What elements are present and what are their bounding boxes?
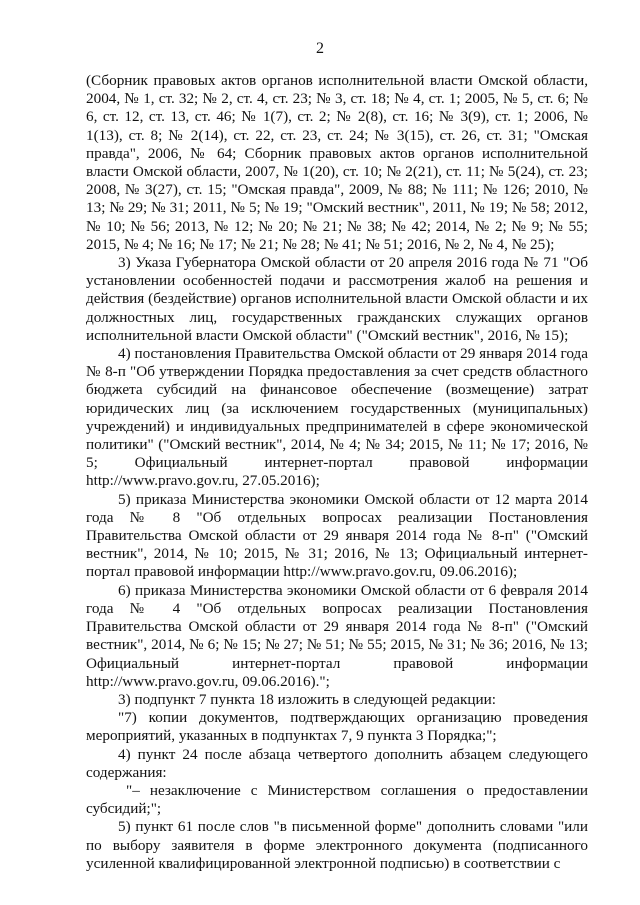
document-body xyxy=(86,72,588,873)
paragraph-item-4: 4) постановления Правительства Омской области от 29 января 2014 года № 8-п "Об утверждении Порядка предоставления за счет средств областного бюджета субсидий на финансовое обеспечение (возмещение) затрат юридических лиц (за исключением государственных (муниципальных) учреждений) и индивидуальных предпринимателей в сфере экономической политики" ("Омский вестник", 2014, № 4; № 34; 2015, № 11; № 17; 2016, № 5; Официальный интернет-портал правовой информации http://www.pravo.gov.ru, 27.05.2016); xyxy=(86,345,588,490)
paragraph-amendment-3-text: "7) копии документов, подтверждающих организацию проведения мероприятий, указанных в подпунктах 7, 9 пункта 3 Порядка;"; xyxy=(86,709,588,745)
paragraph-item-5: 5) приказа Министерства экономики Омской области от 12 марта 2014 года № 8 "Об отдельных вопросах реализации Постановления Правительства Омской области от 29 января 2014 года № 8-п" ("Омский вестник", 2014, № 10; 2015, № 31; 2016, № 13; Официальный интернет-портал правовой информации http://www.pravo.gov.ru, 09.06.2016); xyxy=(86,490,588,581)
paragraph-amendment-5: 5) пункт 61 после слов "в письменной форме" дополнить словами "или по выбору заявителя в форме электронного документа (подписанного усиленной квалифицированной электронной подписью) в соответствии с xyxy=(86,818,588,872)
paragraph-item-6: 6) приказа Министерства экономики Омской области от 6 февраля 2014 года № 4 "Об отдельных вопросах реализации Постановления Правительства Омской области от 29 января 2014 года № 8-п" ("Омский вестник", 2014, № 6; № 15; № 27; № 51; № 55; 2015, № 31; № 36; 2016, № 13; Официальный интернет-портал правовой информации http://www.pravo.gov.ru, 09.06.2016)."; xyxy=(86,581,588,690)
paragraph-amendment-4-text: "– незаключение с Министерством соглашения о предоставлении субсидий;"; xyxy=(86,781,588,818)
paragraph-amendment-3: 3) подпункт 7 пункта 18 изложить в следующей редакции: xyxy=(118,690,497,708)
paragraph-item-3: 3) Указа Губернатора Омской области от 20 апреля 2016 года № 71 "Об установлении особенностей подачи и рассмотрения жалоб на решения и действия (бездействие) органов исполнительной власти Омской области и их должностных лиц, государственных гражданских служащих органов исполнительной власти Омской области" ("Омский вестник", 2016, № 15); xyxy=(86,254,588,344)
paragraph-sbornik: (Сборник правовых актов органов исполнительной власти Омской области, 2004, № 1, ст. 32; № 2, ст. 4, ст. 23; № 3, ст. 18; № 4, ст. 1; 2005, № 5, ст. 6; № 6, ст. 12, ст. 13, ст. 46; № 1(7), ст. 2; № 2(8), ст. 16; № 3(9), ст. 1; 2006, № 1(13), ст. 8; № 2(14), ст. 22, ст. 23, ст. 24; № 3(15), ст. 26, ст. 31; "Омская правда", 2006, № 64; Сборник правовых актов органов исполнительной власти Омской области, 2007, № 1(20), ст. 10; № 2(21), ст. 11; № 5(24), ст. 23; 2008, № 3(27), ст. 15; "Омская правда", 2009, № 88; № 111; № 126; 2010, № 13; № 29; № 31; 2011, № 5; № 19; "Омский вестник", 2011, № 19; № 58; 2012, № 10; № 56; 2013, № 12; № 20; № 21; № 38; № 42; 2014, № 2; № 9; № 55; 2015, № 4; № 16; № 17; № 21; № 28; № 41; № 51; 2016, № 2, № 4, № 25); xyxy=(86,72,588,253)
paragraph-amendment-4: 4) пункт 24 после абзаца четвертого дополнить абзацем следующего содержания: xyxy=(86,745,588,781)
page-number: 2 xyxy=(316,40,324,57)
